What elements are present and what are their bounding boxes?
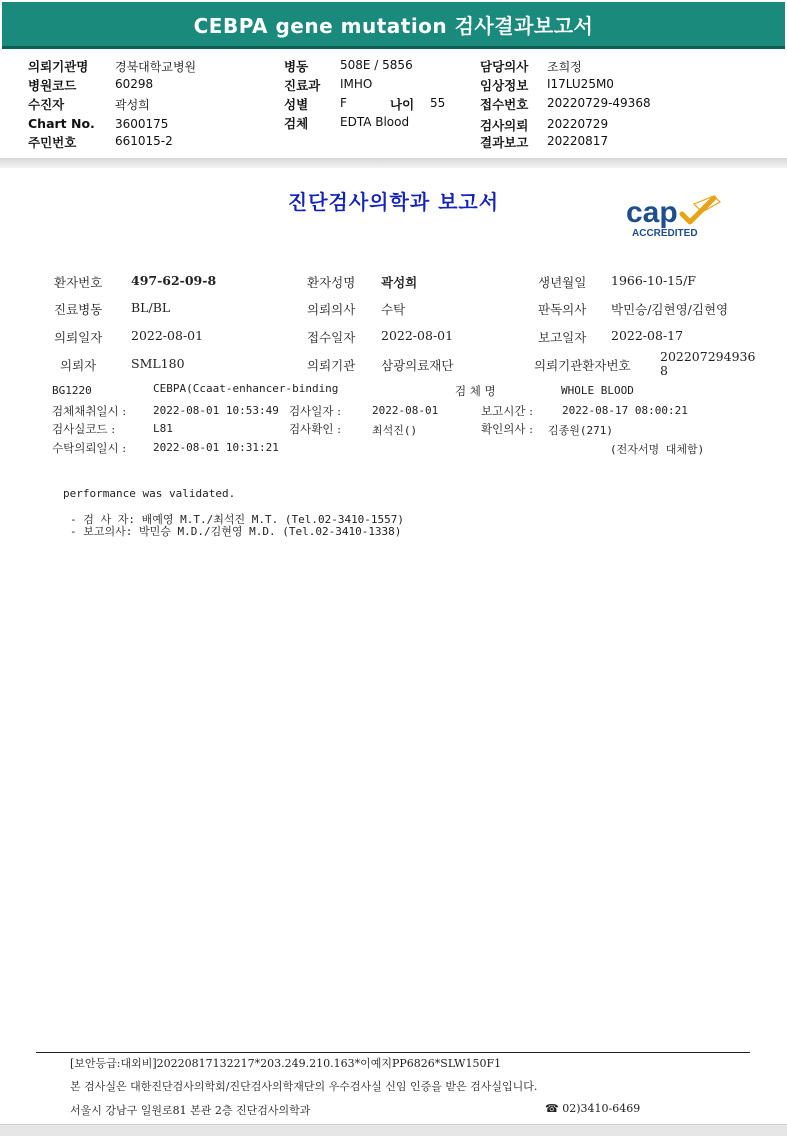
specimen-name-value: WHOLE BLOOD	[561, 384, 634, 397]
receipt-no-label: 접수번호	[480, 97, 529, 112]
hospital-code-label: 병원코드	[28, 78, 77, 93]
patient-value: 곽성희	[115, 98, 150, 112]
reading-doctor-value: 박민승/김현영/김현영	[611, 302, 729, 317]
request-date-value: 20220729	[547, 117, 609, 131]
resident-no-label: 주민번호	[28, 135, 77, 150]
chart-no-value: 3600175	[115, 117, 169, 131]
requester-value: SML180	[131, 356, 185, 371]
consignment-time-label: 수탁의뢰일시 :	[52, 441, 127, 455]
report-time-label: 보고시간 :	[481, 404, 533, 418]
report-date-row-label: 보고일자	[538, 330, 587, 345]
receipt-no-value: 20220729-49368	[547, 96, 651, 110]
patient-no-value: 497-62-09-8	[131, 273, 217, 288]
patient-name-label: 환자성명	[307, 275, 356, 290]
age-value: 55	[430, 96, 446, 110]
requesting-doctor-label: 의뢰의사	[307, 302, 356, 317]
report-date-value: 20220817	[547, 134, 609, 148]
header-divider	[0, 158, 787, 168]
attending-label: 담당의사	[480, 59, 529, 74]
address-line: 서울시 강남구 일원로81 본관 2층 진단검사의학과	[70, 1104, 311, 1117]
institution-patient-no-label: 의뢰기관환자번호	[534, 358, 631, 373]
patient-no-label: 환자번호	[54, 275, 103, 290]
cap-logo-subtext: ACCREDITED	[632, 228, 698, 239]
request-date-row-label: 의뢰일자	[54, 330, 103, 345]
footer-divider	[36, 1052, 750, 1053]
sex-label: 성별	[284, 97, 309, 112]
test-check-value: 최석진()	[372, 424, 418, 437]
certification-line: 본 검사실은 대한진단검사의학회/진단검사의학재단의 우수검사실 신임 인증을 받은 검사실입니다.	[70, 1080, 538, 1093]
specimen-label: 검체	[284, 116, 309, 131]
cap-logo-text: cap	[626, 196, 678, 229]
phone-number: 02)3410-6469	[562, 1102, 641, 1115]
hospital-code-value: 60298	[115, 77, 154, 91]
title-bar	[2, 2, 785, 49]
birth-date-value: 1966-10-15/F	[611, 273, 696, 288]
clinical-info-label: 임상정보	[480, 78, 529, 93]
ward-value: 508E / 5856	[340, 58, 413, 72]
test-code: BG1220	[52, 384, 92, 397]
institution-value: 경북대학교병원	[115, 60, 197, 74]
confirming-doctor-label: 확인의사 :	[481, 422, 533, 436]
specimen-name-label: 검 체 명	[455, 384, 496, 398]
lab-code-value: L81	[153, 422, 173, 435]
request-date-row-value: 2022-08-01	[131, 328, 204, 343]
bottom-band	[0, 1124, 787, 1136]
report-date-label: 결과보고	[480, 135, 529, 150]
reading-doctor-label: 판독의사	[538, 302, 587, 317]
test-check-label: 검사확인 :	[289, 422, 341, 436]
ward-row-label: 진료병동	[54, 302, 103, 317]
test-date-label: 검사일자 :	[289, 404, 341, 418]
receipt-date-value: 2022-08-01	[381, 328, 454, 343]
chart-no-label: Chart No.	[28, 116, 95, 131]
report-time-value: 2022-08-17 08:00:21	[562, 404, 688, 417]
ward-label: 병동	[284, 59, 309, 74]
report-title: 진단검사의학과 보고서	[287, 190, 500, 214]
requesting-institution-label: 의뢰기관	[307, 358, 356, 373]
validation-text: performance was validated.	[63, 487, 236, 500]
clinical-info-value: I17LU25M0	[547, 77, 614, 91]
page-title: CEBPA gene mutation 검사결과보고서	[193, 14, 594, 38]
requesting-institution-value: 삼광의료재단	[381, 358, 454, 373]
age-label: 나이	[390, 97, 415, 112]
collection-time-value: 2022-08-01 10:53:49	[153, 404, 279, 417]
ward-row-value: BL/BL	[131, 300, 171, 315]
test-name: CEBPA(Ccaat-enhancer-binding	[153, 382, 339, 395]
attending-value: 조희정	[547, 60, 582, 74]
reporting-doctor-line: - 보고의사: 박민승 M.D./김현영 M.D. (Tel.02-3410-1338)	[70, 525, 402, 538]
patient-label: 수진자	[28, 97, 65, 112]
sex-value: F	[340, 96, 347, 110]
lab-code-label: 검사실코드 :	[52, 422, 116, 436]
consignment-time-value: 2022-08-01 10:31:21	[153, 441, 279, 454]
receipt-date-label: 접수일자	[307, 330, 356, 345]
confirming-doctor-value: 김종원(271)	[548, 424, 613, 437]
requesting-doctor-value: 수탁	[381, 302, 406, 317]
department-value: IMHO	[340, 77, 373, 91]
birth-date-label: 생년월일	[538, 275, 587, 290]
specimen-value: EDTA Blood	[340, 115, 410, 129]
request-date-label: 검사의뢰	[480, 118, 529, 133]
requester-label: 의뢰자	[60, 358, 97, 373]
signature-note: (전자서명 대체함)	[610, 443, 705, 456]
test-date-value: 2022-08-01	[372, 404, 439, 417]
department-label: 진료과	[284, 78, 321, 93]
report-date-row-value: 2022-08-17	[611, 328, 684, 343]
phone-icon: ☎	[545, 1102, 559, 1115]
resident-no-value: 661015-2	[115, 134, 173, 148]
collection-time-label: 검체채취일시 :	[52, 404, 127, 418]
institution-patient-no-value-2: 8	[660, 363, 668, 378]
patient-name-value: 곽성희	[381, 275, 418, 290]
security-line: [보안등급:대외비]20220817132217*203.249.210.163*이예지PP6826*SLW150F1	[70, 1057, 502, 1070]
phone-line	[545, 1102, 640, 1115]
institution-label: 의뢰기관명	[28, 59, 89, 74]
tester-line: - 검 사 자: 배예영 M.T./최석진 M.T. (Tel.02-3410-1557)	[70, 513, 405, 526]
cap-accredited-logo	[622, 192, 732, 240]
institution-patient-no-value-1: 202207294936	[660, 349, 756, 364]
